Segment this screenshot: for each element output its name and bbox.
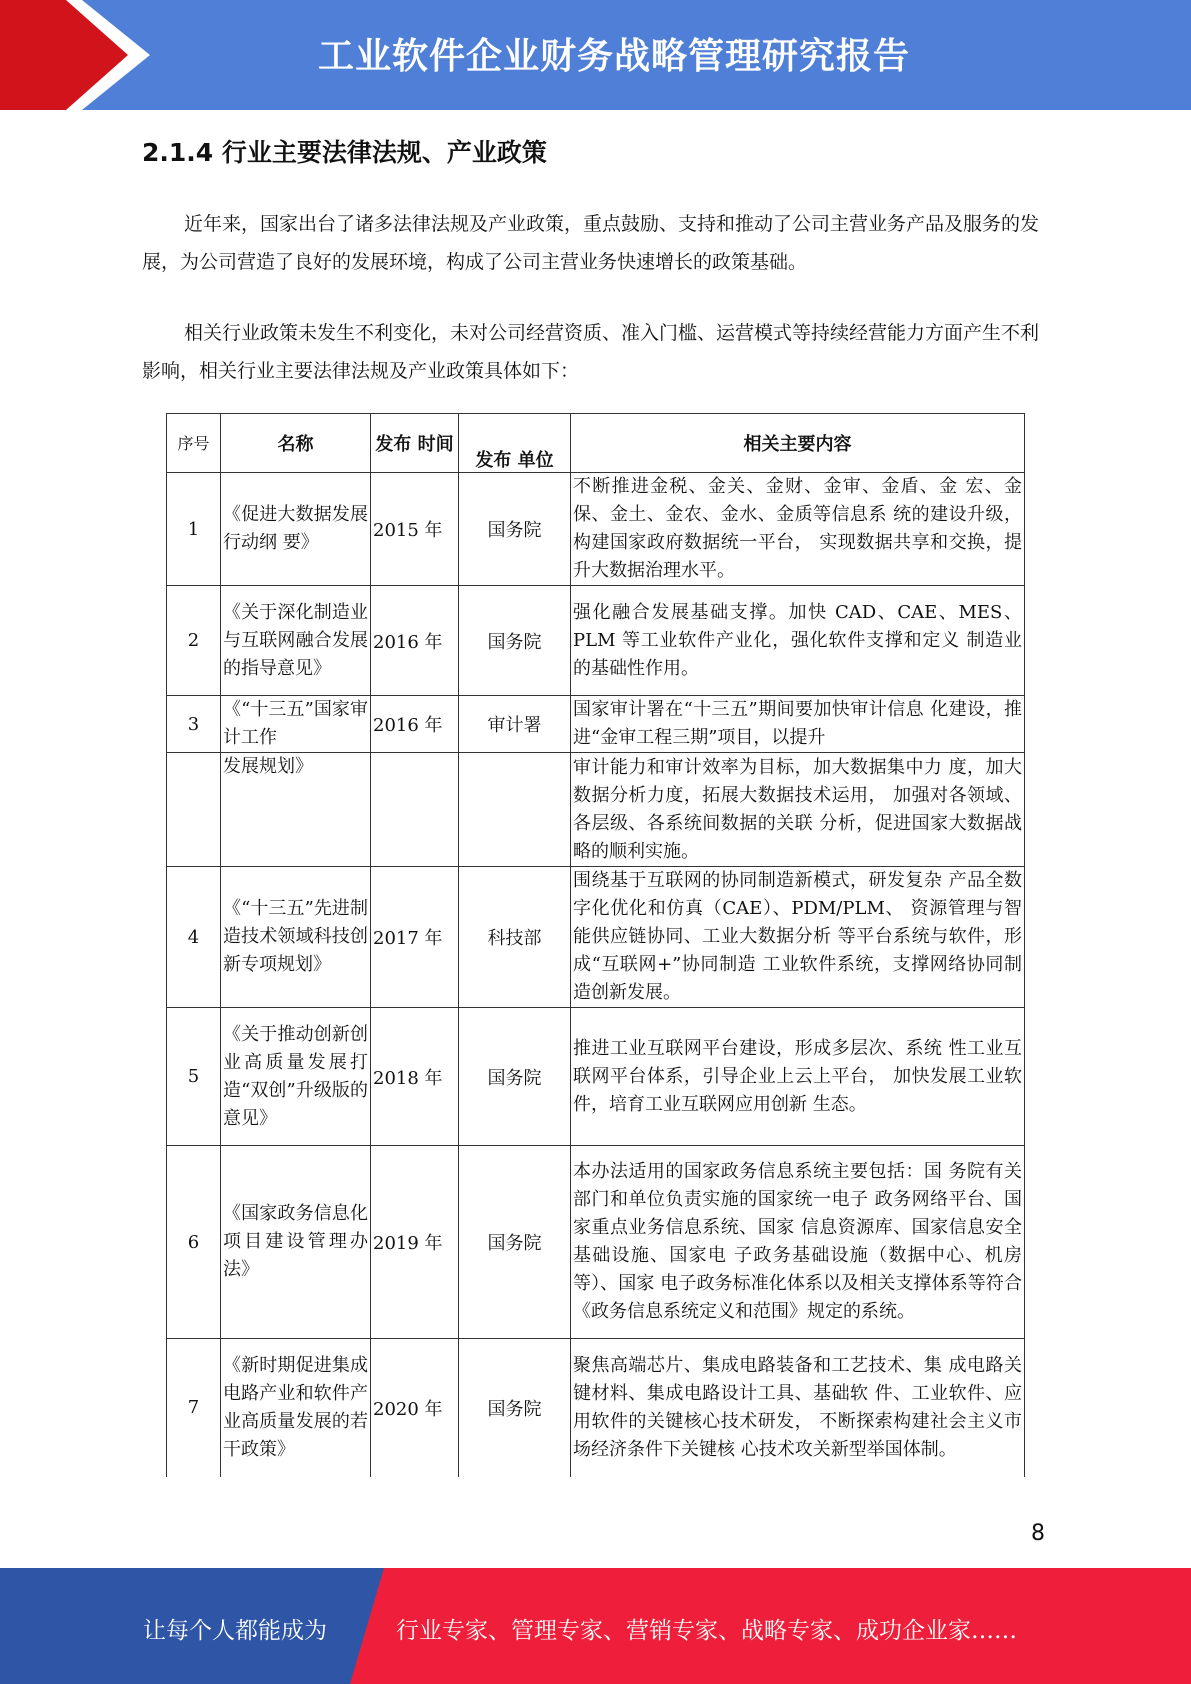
row-unit: 国务院	[459, 586, 571, 696]
table-row	[167, 1008, 1025, 1146]
row-date: 2019 年	[371, 1146, 459, 1339]
row-content: 审计能力和审计效率为目标，加大数据集中力 度，加大数据分析力度，拓展大数据技术运用， 加强对各领域、各层级、各系统间数据的关联 分析，促进国家大数据战略的顺利实施。	[571, 753, 1025, 867]
row-index: 4	[167, 867, 221, 1008]
row-name: 发展规划》	[221, 753, 371, 867]
row-index: 3	[167, 696, 221, 753]
row-content: 国家审计署在“十三五”期间要加快审计信息 化建设，推进“金审工程三期”项目，以提升	[571, 696, 1025, 753]
row-content: 本办法适用的国家政务信息系统主要包括：国 务院有关部门和单位负责实施的国家统一电子 政务网络平台、国家重点业务信息系统、国家 信息资源库、国家信息安全基础设施、国家电 子政务基础设施（数据中心、机房等）、国家 电子政务标准化体系以及相关支撑体系等符合 《政务信息系统定义和范围》规定的系统。	[571, 1146, 1025, 1339]
intro-paragraph: 近年来，国家出台了诸多法律法规及产业政策，重点鼓励、支持和推动了公司主营业务产品及服务的发展，为公司营造了良好的发展环境，构成了公司主营业务快速增长的政策基础。	[142, 213, 1040, 273]
row-content: 围绕基于互联网的协同制造新模式，研发复杂 产品全数字化优化和仿真（CAE）、PDM/PLM、 资源管理与智能供应链协同、工业大数据分析 等平台系统与软件，形成“互联网+”协同制造 工业软件系统，支撑网络协同制造创新发展。	[571, 867, 1025, 1008]
row-name: 《促进大数据发展行动纲 要》	[221, 473, 371, 586]
row-name: 《“十三五”先进制造技术领域科技创新专项规划》	[221, 867, 371, 1008]
section-title: 2.1.4 行业主要法律法规、产业政策	[142, 138, 547, 167]
header-unit: 发布 单位	[459, 414, 571, 473]
policy-table	[166, 413, 1025, 1477]
row-date: 2020 年	[371, 1339, 459, 1477]
row-unit: 科技部	[459, 867, 571, 1008]
row-content: 不断推进金税、金关、金财、金审、金盾、金 宏、金保、金土、金农、金水、金质等信息系 统的建设升级，构建国家政府数据统一平台， 实现数据共享和交换，提升大数据治理水平。	[571, 473, 1025, 586]
header-content: 相关主要内容	[571, 414, 1025, 473]
footer-bar	[0, 1568, 1191, 1684]
table-row	[167, 473, 1025, 586]
row-name: 《“十三五”国家审计工作	[221, 696, 371, 753]
row-content: 推进工业互联网平台建设，形成多层次、系统 性工业互联网平台体系，引导企业上云上平台， 加快发展工业软件，培育工业互联网应用创新 生态。	[571, 1008, 1025, 1146]
report-title: 工业软件企业财务战略管理研究报告	[318, 36, 911, 77]
row-content: 强化融合发展基础支撑。加快 CAD、CAE、MES、PLM 等工业软件产业化，强化软件支撑和定义 制造业的基础性作用。	[571, 586, 1025, 696]
footer-slogan-left: 让每个人都能成为	[143, 1618, 327, 1644]
row-index: 2	[167, 586, 221, 696]
table-row	[167, 753, 1025, 867]
table-row	[167, 1339, 1025, 1477]
row-date: 2017 年	[371, 867, 459, 1008]
row-date	[371, 753, 459, 867]
row-unit: 国务院	[459, 1339, 571, 1477]
row-name: 《关于深化制造业与互联网融合发展的指导意见》	[221, 586, 371, 696]
header-red-arrow	[0, 0, 150, 110]
row-content: 聚焦高端芯片、集成电路装备和工艺技术、集 成电路关键材料、集成电路设计工具、基础软 件、工业软件、应用软件的关键核心技术研发， 不断探索构建社会主义市场经济条件下关键核 心技术攻关新型举国体制。	[571, 1339, 1025, 1477]
row-index: 1	[167, 473, 221, 586]
header-date: 发布 时间	[371, 414, 459, 473]
header-index: 序号	[167, 414, 221, 473]
table-row	[167, 586, 1025, 696]
row-unit: 审计署	[459, 696, 571, 753]
row-index: 6	[167, 1146, 221, 1339]
row-date: 2015 年	[371, 473, 459, 586]
row-name: 《关于推动创新创业高质量发展打造“双创”升级版的意见》	[221, 1008, 371, 1146]
table-row	[167, 696, 1025, 753]
policy-paragraph: 相关行业政策未发生不利变化，未对公司经营资质、准入门槛、运营模式等持续经营能力方面产生不利影响，相关行业主要法律法规及产业政策具体如下：	[142, 322, 1040, 382]
row-date: 2016 年	[371, 696, 459, 753]
footer-slogan-right: 行业专家、管理专家、营销专家、战略专家、成功企业家……	[396, 1618, 1017, 1644]
header-name: 名称	[221, 414, 371, 473]
header-bar	[0, 0, 1191, 110]
row-unit: 国务院	[459, 473, 571, 586]
row-date: 2016 年	[371, 586, 459, 696]
table-header-row	[167, 414, 1025, 473]
row-index	[167, 753, 221, 867]
row-unit	[459, 753, 571, 867]
page-number: 8	[1031, 1521, 1045, 1546]
row-name: 《新时期促进集成电路产业和软件产业高质量发展的若干政策》	[221, 1339, 371, 1477]
row-unit: 国务院	[459, 1146, 571, 1339]
row-index: 5	[167, 1008, 221, 1146]
row-unit: 国务院	[459, 1008, 571, 1146]
row-date: 2018 年	[371, 1008, 459, 1146]
row-index: 7	[167, 1339, 221, 1477]
table-row	[167, 1146, 1025, 1339]
row-name: 《国家政务信息化项目建设管理办法》	[221, 1146, 371, 1339]
table-row	[167, 867, 1025, 1008]
